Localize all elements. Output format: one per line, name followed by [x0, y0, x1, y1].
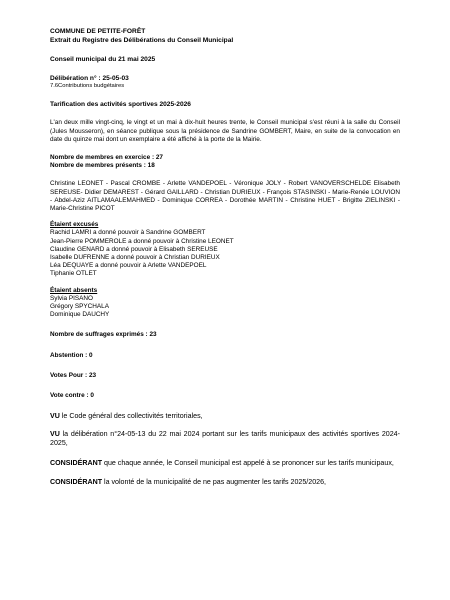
absent-line: Sylvia PISANO	[50, 294, 93, 302]
registry-extract-title: Extrait du Registre des Délibérations du Conseil Municipal	[50, 37, 234, 44]
excused-list	[50, 229, 400, 278]
members-in-office: Nombre de membres en exercice : 27	[50, 154, 163, 162]
absent-list	[50, 295, 400, 320]
absent-line: Dominique DAUCHY	[50, 311, 110, 319]
considerant-text: que chaque année, le Conseil municipal est appelé à se prononcer sur les tarifs municipaux,	[102, 458, 394, 467]
considerant-keyword: CONSIDÉRANT	[50, 458, 103, 467]
considerant-keyword: CONSIDÉRANT	[50, 477, 103, 486]
votes-for: Votes Pour : 23	[50, 371, 97, 379]
deliberation-category: 7.6Contributions budgétaires	[50, 83, 125, 89]
considerant-no-increase	[50, 478, 400, 487]
excused-heading: Étaient excusés	[50, 221, 99, 229]
document-page	[50, 27, 400, 487]
votes-against: Vote contre : 0	[50, 392, 94, 400]
excused-line: Claudine GENARD a donné pouvoir à Elisabeth SEREUSE	[50, 245, 218, 253]
present-members-list: Christine LEONET - Pascal CROMBE - Arlette VANDEPOEL - Véronique JOLY - Robert VANOVERSCHELDE Elisabeth SEREUSE- Didier DEMAREST - Gérard GAILLARD - Christian DURIEUX - François STASINSKI - Marie-Renée LOUVION - Abdel-Aziz AITLAMAALEMAHMED - Dominique CORREA - Dorothée MARTIN - Christine HUET - Brigitte ZIELINSKI - Marie-Christine PICOT	[50, 180, 400, 213]
excused-line: Rachid LAMRI a donné pouvoir à Sandrine GOMBERT	[50, 229, 206, 237]
commune-name: COMMUNE DE PETITE-FORÊT	[50, 28, 146, 35]
vu-code-general	[50, 412, 400, 421]
votes-abstention: Abstention : 0	[50, 351, 93, 359]
deliberation-subject: Tarification des activités sportives 2025-2026	[50, 101, 191, 109]
absent-heading: Étaient absents	[50, 286, 98, 294]
excused-line: Isabelle DUFRENNE a donné pouvoir à Christian DURIEUX	[50, 254, 220, 262]
excused-line: Tiphanie OTLET	[50, 270, 97, 278]
intro-paragraph: L'an deux mille vingt-cinq, le vingt et un mai à dix-huit heures trente, le Conseil municipal s'est réuni à la salle du Conseil (Jules Mousseron), en séance publique sous la présidence de Sandrine GOMBERT, Maire, en suite de la convocation en date du quinze mai dont un exemplaire a été affiché à la porte de la Mairie.	[50, 119, 400, 143]
vu-keyword: VU	[50, 412, 60, 421]
considerant-annual	[50, 459, 400, 468]
considerant-text: la volonté de la municipalité de ne pas augmenter les tarifs 2025/2026,	[102, 477, 327, 486]
vu-keyword: VU	[50, 429, 60, 438]
excused-line: Léa DEQUAYE a donné pouvoir à Arlette VANDEPOEL	[50, 262, 207, 270]
vu-text: la délibération n°24-05-13 du 22 mai 2024 portant sur les tarifs municipaux des activités sportives 2024-2025,	[50, 429, 400, 448]
vu-text: le Code général des collectivités territoriales,	[59, 412, 203, 421]
members-present: Nombre de membres présents : 18	[50, 162, 155, 170]
deliberation-number: Délibération n° : 25-05-03	[50, 75, 129, 82]
votes-expressed: Nombre de suffrages exprimés : 23	[50, 331, 157, 339]
vu-deliberation	[50, 430, 400, 449]
absent-line: Grégory SPYCHALA	[50, 303, 109, 311]
meeting-title: Conseil municipal du 21 mai 2025	[50, 56, 156, 63]
excused-line: Jean-Pierre POMMEROLE a donné pouvoir à Christine LEONET	[50, 237, 234, 245]
